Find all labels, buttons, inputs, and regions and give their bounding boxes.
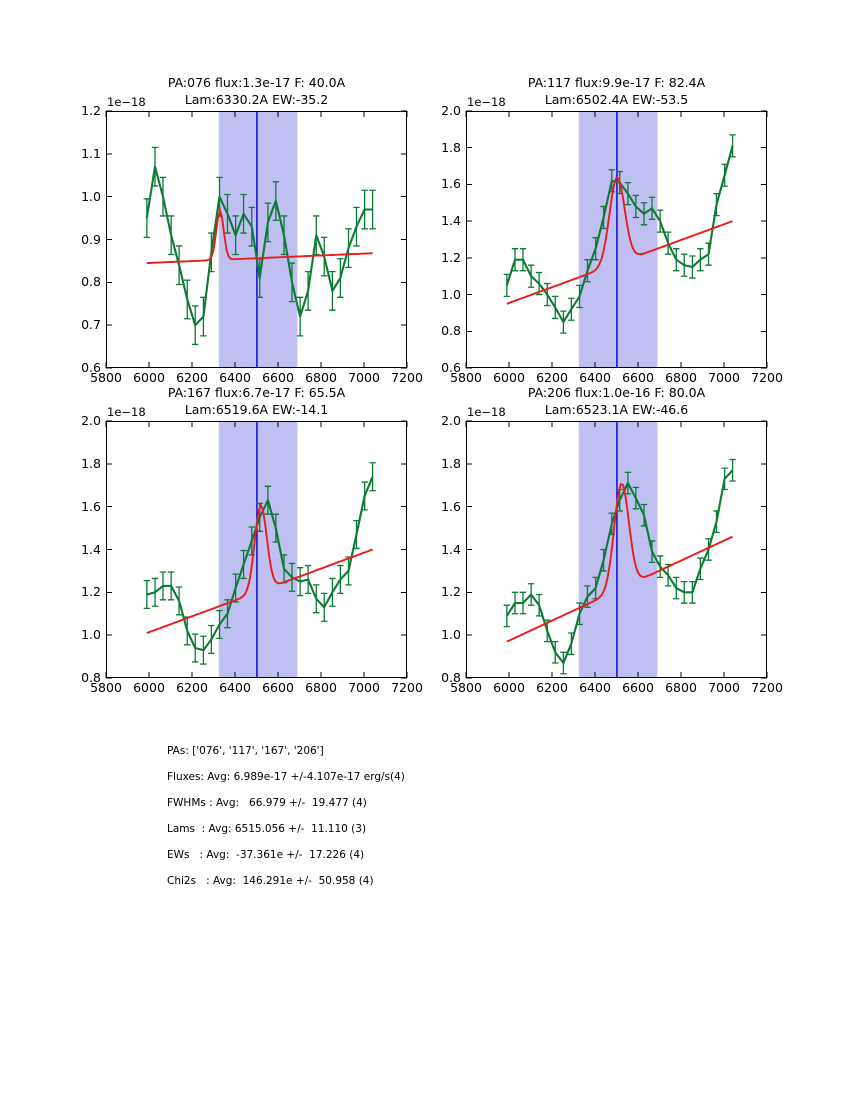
y-tick-label: 1.6 (81, 498, 101, 514)
y-tick-label: 1.0 (441, 627, 461, 643)
x-tick-label: 6000 (133, 370, 165, 385)
x-tick-label: 7200 (751, 680, 783, 695)
y-tick-label: 1.2 (81, 103, 101, 118)
x-tick-label: 5800 (450, 680, 482, 695)
x-tick-label: 6800 (665, 680, 697, 695)
plot-title-line2: Lam:6502.4A EW:-53.5 (544, 92, 689, 107)
y-axis-offset-label: 1e−18 (107, 405, 146, 419)
subplot-pa167 (81, 385, 423, 695)
plot-area (466, 111, 767, 368)
stat-line-fluxes: Fluxes: Avg: 6.989e-17 +/-4.107e-17 erg/s(4) (167, 771, 405, 783)
y-tick-label: 1.8 (81, 455, 101, 471)
y-tick-label: 1.1 (81, 145, 101, 161)
x-tick-label: 6600 (262, 370, 294, 385)
x-tick-label: 6800 (305, 370, 337, 385)
x-tick-label: 6200 (176, 680, 208, 695)
x-tick-label: 7000 (348, 680, 380, 695)
y-tick-label: 1.0 (81, 188, 101, 204)
x-tick-label: 6400 (579, 370, 611, 385)
x-tick-label: 5800 (450, 370, 482, 385)
x-tick-label: 6200 (536, 370, 568, 385)
x-tick-label: 6000 (133, 680, 165, 695)
stat-line-lams: Lams : Avg: 6515.056 +/- 11.110 (3) (167, 823, 367, 835)
y-tick-label: 1.6 (441, 498, 461, 514)
y-tick-label: 0.6 (441, 360, 461, 375)
x-tick-label: 5800 (90, 680, 122, 695)
plot-area (106, 111, 407, 368)
y-tick-label: 1.0 (441, 286, 461, 302)
stat-line-ews: EWs : Avg: -37.361e +/- 17.226 (4) (167, 849, 365, 861)
y-tick-label: 2.0 (81, 413, 101, 428)
x-tick-label: 6200 (176, 370, 208, 385)
y-tick-label: 1.4 (441, 213, 461, 229)
y-tick-label: 1.2 (441, 584, 461, 600)
x-tick-label: 6000 (493, 370, 525, 385)
stat-line-chi2s: Chi2s : Avg: 146.291e +/- 50.958 (4) (167, 875, 374, 887)
plot-title-line1: PA:206 flux:1.0e-16 F: 80.0A (527, 385, 706, 400)
y-tick-label: 0.8 (441, 670, 461, 685)
x-tick-label: 6800 (665, 370, 697, 385)
stat-line-fwhms: FWHMs : Avg: 66.979 +/- 19.477 (4) (167, 797, 367, 809)
stat-line-pas: PAs: ['076', '117', '167', '206'] (167, 745, 324, 757)
plot-title-line2: Lam:6519.6A EW:-14.1 (184, 402, 329, 417)
plot-title-line1: PA:076 flux:1.3e-17 F: 40.0A (167, 75, 346, 90)
x-tick-label: 7000 (348, 370, 380, 385)
x-tick-label: 6400 (579, 680, 611, 695)
y-axis-offset-label: 1e−18 (467, 95, 506, 109)
y-tick-label: 1.8 (441, 455, 461, 471)
y-tick-label: 0.7 (81, 317, 101, 333)
y-tick-label: 0.8 (81, 274, 101, 290)
y-tick-label: 0.8 (441, 323, 461, 339)
subplot-pa076 (81, 75, 423, 385)
x-tick-label: 7200 (751, 370, 783, 385)
x-tick-label: 6600 (622, 680, 654, 695)
x-tick-label: 6200 (536, 680, 568, 695)
stats-block (167, 745, 405, 901)
y-tick-label: 1.2 (81, 584, 101, 600)
subplot-pa206 (441, 385, 783, 695)
y-tick-label: 1.0 (81, 627, 101, 643)
x-tick-label: 6800 (305, 680, 337, 695)
y-tick-label: 2.0 (441, 413, 461, 428)
highlight-band (219, 421, 297, 678)
plot-area (106, 421, 407, 678)
y-tick-label: 1.4 (441, 541, 461, 557)
plot-title-line1: PA:167 flux:6.7e-17 F: 65.5A (167, 385, 346, 400)
plot-title-line2: Lam:6330.2A EW:-35.2 (184, 92, 329, 107)
x-tick-label: 7000 (708, 370, 740, 385)
x-tick-label: 6600 (622, 370, 654, 385)
plot-title-line2: Lam:6523.1A EW:-46.6 (544, 402, 689, 417)
x-tick-label: 5800 (90, 370, 122, 385)
x-tick-label: 7000 (708, 680, 740, 695)
highlight-band (579, 421, 657, 678)
plot-area (466, 421, 767, 678)
subplot-pa117 (441, 75, 783, 385)
y-tick-label: 1.2 (441, 249, 461, 265)
y-tick-label: 1.6 (441, 176, 461, 192)
y-tick-label: 2.0 (441, 103, 461, 118)
y-tick-label: 0.9 (81, 231, 101, 247)
y-axis-offset-label: 1e−18 (107, 95, 146, 109)
y-tick-label: 0.6 (81, 360, 101, 375)
x-tick-label: 6400 (219, 680, 251, 695)
plot-title-line1: PA:117 flux:9.9e-17 F: 82.4A (527, 75, 706, 90)
x-tick-label: 7200 (391, 370, 423, 385)
highlight-band (579, 111, 657, 368)
x-tick-label: 6000 (493, 680, 525, 695)
y-tick-label: 1.8 (441, 139, 461, 155)
x-tick-label: 7200 (391, 680, 423, 695)
x-tick-label: 6600 (262, 680, 294, 695)
y-tick-label: 1.4 (81, 541, 101, 557)
y-tick-label: 0.8 (81, 670, 101, 685)
x-tick-label: 6400 (219, 370, 251, 385)
y-axis-offset-label: 1e−18 (467, 405, 506, 419)
